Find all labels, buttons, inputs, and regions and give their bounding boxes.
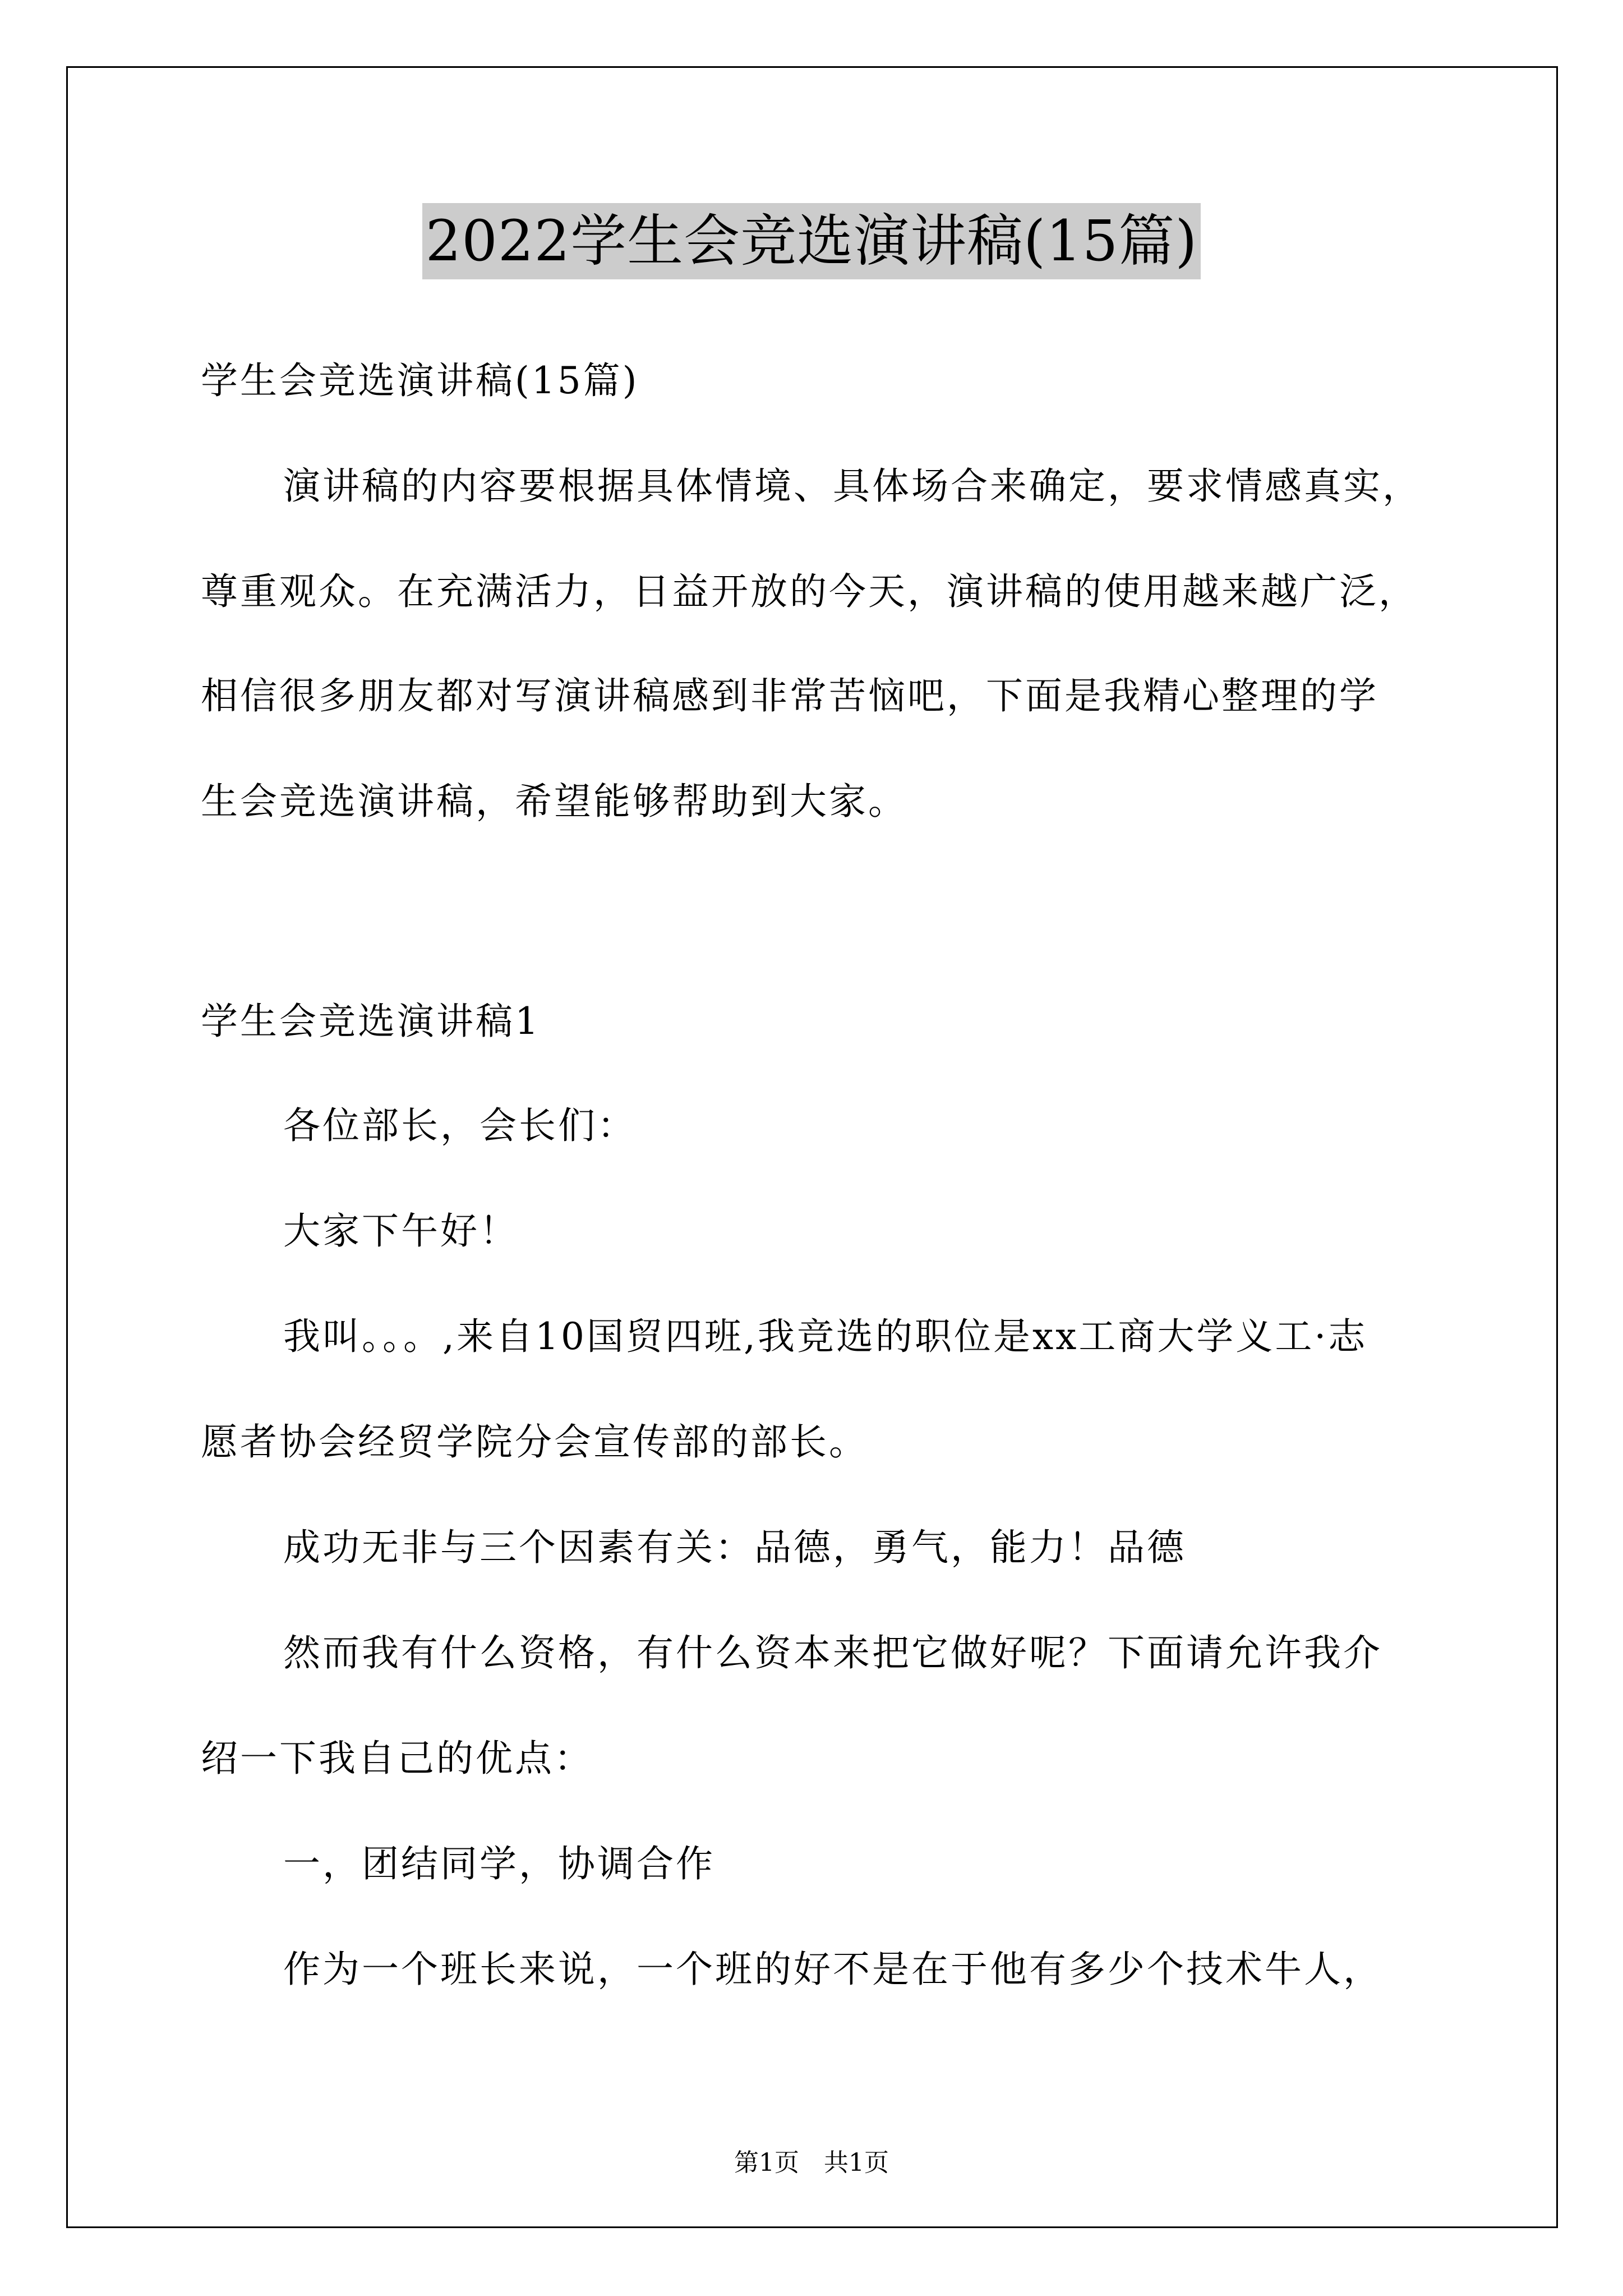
body-line: 愿者协会经贸学院分会宣传部的部长。	[201, 1420, 868, 1464]
body-line: 大家下午好！	[283, 1209, 519, 1253]
body-line: 绍一下我自己的优点：	[201, 1737, 593, 1780]
page-number-footer: 第1页 共1页	[734, 2148, 889, 2177]
body-line: 然而我有什么资格，有什么资本来把它做好呢？下面请允许我介	[283, 1631, 1382, 1674]
body-line: 我叫。。。,来自10国贸四班,我竞选的职位是xx工商大学义工·志	[283, 1315, 1368, 1358]
body-line: 一，团结同学，协调合作	[283, 1842, 715, 1885]
intro-line: 演讲稿的内容要根据具体情境、具体场合来确定，要求情感真实，	[283, 464, 1422, 508]
title-container	[0, 203, 1623, 279]
body-line: 作为一个班长来说，一个班的好不是在于他有多少个技术牛人，	[283, 1948, 1382, 1991]
document-subtitle: 学生会竞选演讲稿(15篇)	[201, 359, 639, 402]
intro-line: 生会竞选演讲稿，希望能够帮助到大家。	[201, 780, 907, 823]
body-line: 成功无非与三个因素有关：品德，勇气，能力！品德	[283, 1526, 1186, 1569]
body-line: 各位部长，会长们：	[283, 1104, 637, 1147]
document-title: 2022学生会竞选演讲稿(15篇)	[422, 203, 1201, 279]
section-heading: 学生会竞选演讲稿1	[201, 1000, 541, 1043]
intro-line: 尊重观众。在充满活力，日益开放的今天，演讲稿的使用越来越广泛，	[201, 570, 1418, 613]
intro-line: 相信很多朋友都对写演讲稿感到非常苦恼吧，下面是我精心整理的学	[201, 674, 1378, 717]
